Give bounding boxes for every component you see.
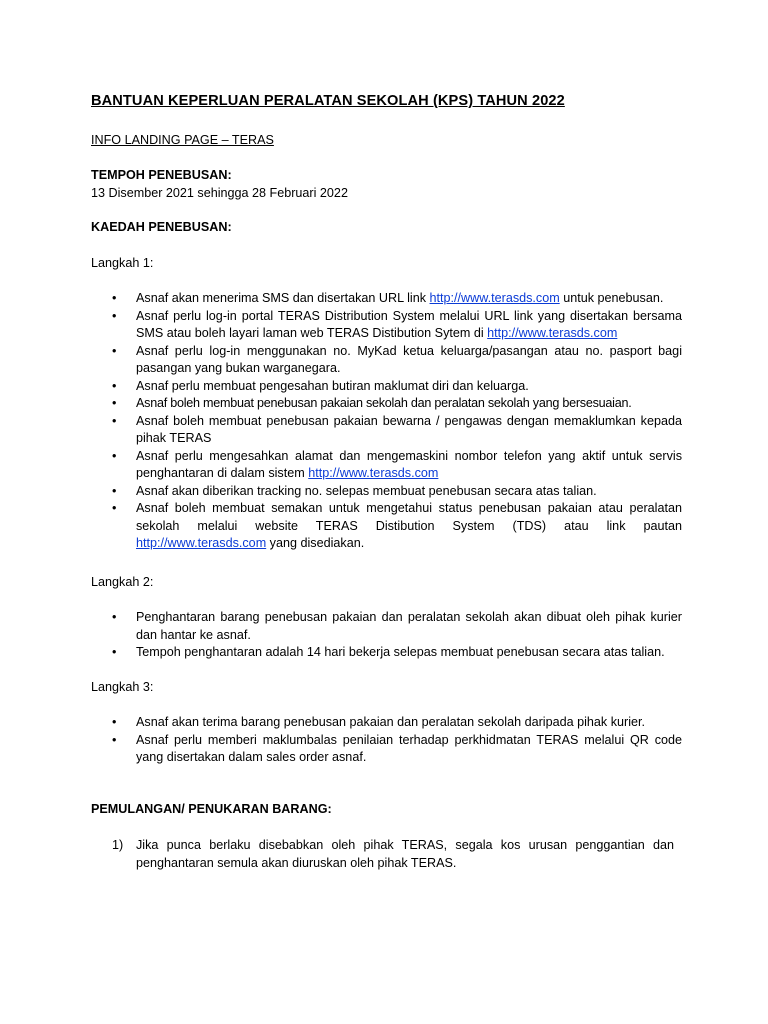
- list-item: • Asnaf boleh membuat penebusan pakaian bewarna / pengawas dengan memaklumkan kepada pihak TERAS: [112, 413, 682, 448]
- langkah-2-list: [112, 609, 682, 662]
- list-number: 1): [112, 838, 124, 852]
- terasds-link[interactable]: http://www.terasds.com: [308, 466, 439, 480]
- list-item: • Asnaf akan terima barang penebusan pakaian dan peralatan sekolah daripada pihak kurier.: [112, 714, 682, 732]
- langkah-1-label: Langkah 1:: [91, 256, 154, 270]
- list-item: • Asnaf akan diberikan tracking no. selepas membuat penebusan secara atas talian.: [112, 483, 682, 501]
- terasds-link[interactable]: http://www.terasds.com: [136, 536, 267, 550]
- langkah-3-label: Langkah 3:: [91, 680, 154, 694]
- list-item: • Penghantaran barang penebusan pakaian dan peralatan sekolah akan dibuat oleh pihak kurier dan hantar ke asnaf.: [112, 609, 682, 644]
- list-item: • Asnaf perlu mengesahkan alamat dan mengemaskini nombor telefon yang aktif untuk servis penghantaran di dalam sistem http://www.terasds.com: [112, 448, 682, 483]
- terasds-link[interactable]: http://www.terasds.com: [487, 326, 618, 340]
- list-item: • Asnaf boleh membuat semakan untuk mengetahui status penebusan pakaian atau peralatan sekolah melalui website TERAS Distibution System (TDS) atau link pautan http://www.terasds.com yang disediakan.: [112, 500, 682, 553]
- terasds-link[interactable]: http://www.terasds.com: [429, 291, 560, 305]
- list-item: • Asnaf akan menerima SMS dan disertakan URL link http://www.terasds.com untuk penebusan.: [112, 290, 682, 308]
- document-title: BANTUAN KEPERLUAN PERALATAN SEKOLAH (KPS) TAHUN 2022: [91, 93, 565, 109]
- tempoh-dates: 13 Disember 2021 sehingga 28 Februari 2022: [91, 186, 348, 200]
- list-item: 1) Jika punca berlaku disebabkan oleh pihak TERAS, segala kos urusan penggantian dan penghantaran semula akan diuruskan oleh pihak TERAS.: [112, 838, 674, 870]
- list-item: • Asnaf perlu log-in menggunakan no. MyKad ketua keluarga/pasangan atau no. pasport bagi pasangan yang bukan warganegara.: [112, 343, 682, 378]
- list-item: • Asnaf perlu memberi maklumbalas penilaian terhadap perkhidmatan TERAS melalui QR code yang disertakan dalam sales order asnaf.: [112, 732, 682, 767]
- langkah-3-list: [112, 714, 682, 767]
- list-item: • Tempoh penghantaran adalah 14 hari bekerja selepas membuat penebusan secara atas talian.: [112, 644, 682, 662]
- document-subtitle: INFO LANDING PAGE – TERAS: [91, 133, 274, 147]
- list-item: • Asnaf boleh membuat penebusan pakaian sekolah dan peralatan sekolah yang bersesuaian.: [112, 395, 682, 413]
- kaedah-heading: KAEDAH PENEBUSAN:: [91, 220, 232, 234]
- langkah-1-list: [112, 290, 682, 553]
- pemulangan-heading: PEMULANGAN/ PENUKARAN BARANG:: [91, 802, 332, 816]
- langkah-2-label: Langkah 2:: [91, 575, 154, 589]
- list-item: • Asnaf perlu log-in portal TERAS Distribution System melalui URL link yang disertakan bersama SMS atau boleh layari laman web TERAS Distibution Sytem di http://www.terasds.com: [112, 308, 682, 343]
- list-item: • Asnaf perlu membuat pengesahan butiran maklumat diri dan keluarga.: [112, 378, 682, 396]
- pemulangan-list: [112, 837, 674, 872]
- tempoh-heading: TEMPOH PENEBUSAN:: [91, 168, 232, 182]
